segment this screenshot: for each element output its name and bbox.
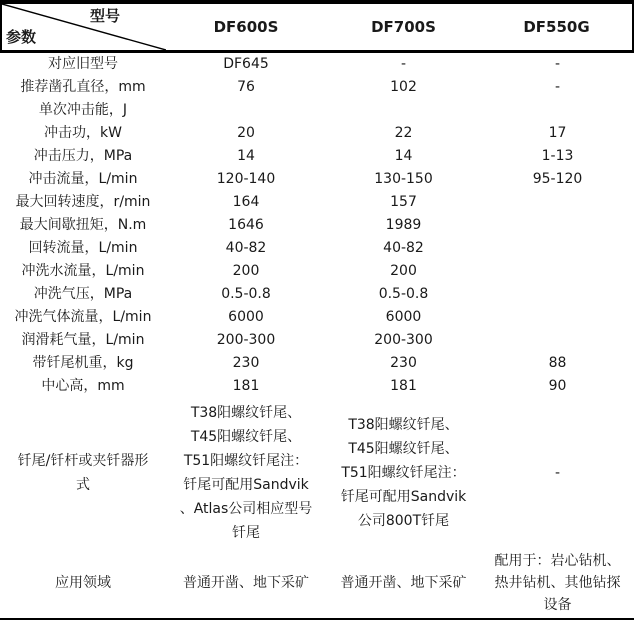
param-label: 推荐凿孔直径，mm — [20, 79, 146, 95]
value-cell: 1646 — [228, 217, 264, 233]
table-row — [0, 145, 634, 168]
value-cell: - — [400, 56, 407, 72]
value-cell — [481, 306, 634, 329]
value-cell — [481, 191, 634, 214]
value-cell — [166, 99, 326, 122]
table-header-row — [0, 4, 634, 53]
value-cell: 76 — [237, 79, 255, 95]
value-cell: 200 — [232, 263, 260, 279]
value-cell: 6000 — [385, 309, 422, 325]
value-cell — [481, 99, 634, 122]
value-cell: - — [554, 79, 561, 95]
value-cell: 22 — [394, 125, 413, 141]
value-cell: 88 — [548, 355, 567, 371]
value-cell: 0.5-0.8 — [221, 286, 271, 302]
corner-label-model: 型号 — [90, 7, 121, 25]
column-header-df700s: DF700S — [371, 18, 436, 36]
param-label: 冲击流量，L/min — [28, 171, 138, 187]
param-label: 最大回转速度，r/min — [15, 194, 151, 210]
value-cell: 157 — [390, 194, 417, 210]
value-cell: 40-82 — [225, 240, 267, 256]
value-cell: 200-300 — [216, 332, 276, 348]
table-row — [0, 260, 634, 283]
value-cell: - — [554, 465, 561, 481]
value-cell: 230 — [232, 355, 260, 371]
table-body — [0, 53, 634, 618]
value-cell: 200 — [390, 263, 417, 279]
value-cell: 40-82 — [383, 240, 424, 256]
value-cell: DF645 — [223, 56, 269, 72]
corner-label-parameter: 参数 — [6, 28, 37, 46]
value-cell: 17 — [548, 125, 567, 141]
table-row — [0, 122, 634, 145]
table-row — [0, 76, 634, 99]
param-label: 冲洗气体流量，L/min — [14, 309, 152, 325]
table-row — [0, 168, 634, 191]
value-cell — [326, 99, 481, 122]
param-label: 冲洗气压，MPa — [33, 286, 133, 302]
table-row — [0, 237, 634, 260]
table-row — [0, 329, 634, 352]
param-label: 冲击功，kW — [44, 125, 122, 141]
value-cell: 14 — [394, 148, 413, 164]
table-row — [0, 398, 634, 548]
param-label: 单次冲击能，J — [38, 102, 128, 118]
value-cell: 181 — [232, 378, 260, 394]
table-row — [0, 375, 634, 398]
param-label: 冲击压力，MPa — [33, 148, 133, 164]
value-cell: 1-13 — [541, 148, 574, 164]
table-row — [0, 352, 634, 375]
value-cell: 6000 — [228, 309, 264, 325]
value-cell — [481, 329, 634, 352]
column-header-df600s: DF600S — [213, 18, 279, 36]
value-cell: 14 — [237, 148, 255, 164]
value-cell: 1989 — [385, 217, 422, 233]
table-row — [0, 53, 634, 76]
column-header-df550g: DF550G — [523, 18, 590, 36]
value-cell: 0.5-0.8 — [378, 286, 429, 302]
param-label: 润滑耗气量，L/min — [21, 332, 145, 348]
value-cell: 164 — [232, 194, 260, 210]
corner-cell — [2, 4, 166, 50]
param-label: 对应旧型号 — [48, 56, 118, 72]
param-label: 钎尾/钎杆或夹钎器形 式 — [17, 453, 149, 493]
param-label: 回转流量，L/min — [28, 240, 138, 256]
param-label: 带钎尾机重，kg — [32, 355, 134, 371]
value-cell: 102 — [390, 79, 417, 95]
value-cell — [481, 283, 634, 306]
value-cell: 181 — [390, 378, 417, 394]
table-row — [0, 283, 634, 306]
value-cell: 120-140 — [216, 171, 276, 187]
value-cell: 130-150 — [374, 171, 433, 187]
value-cell: 90 — [548, 378, 567, 394]
value-cell: 普通开凿、地下采矿 — [183, 575, 309, 591]
value-cell: 配用于：岩心钻机、 热井钻机、其他钻探 设备 — [494, 553, 621, 613]
param-label: 应用领域 — [55, 575, 111, 591]
table-row — [0, 99, 634, 122]
value-cell: T38阳螺纹钎尾、 T45阳螺纹钎尾、 T51阳螺纹钎尾注： 钎尾可配用Sandvik 公司800T钎尾 — [340, 417, 467, 529]
param-label: 中心高，mm — [41, 378, 125, 394]
table-row — [0, 548, 634, 618]
value-cell: 95-120 — [532, 171, 583, 187]
value-cell: 230 — [390, 355, 417, 371]
value-cell: - — [554, 56, 561, 72]
value-cell: 20 — [237, 125, 255, 141]
value-cell: 200-300 — [374, 332, 433, 348]
value-cell — [481, 214, 634, 237]
value-cell: T38阳螺纹钎尾、 T45阳螺纹钎尾、 T51阳螺纹钎尾注： 钎尾可配用Sandvik 、Atlas公司相应型号 钎尾 — [179, 405, 313, 541]
value-cell — [481, 260, 634, 283]
table-row — [0, 214, 634, 237]
table-row — [0, 191, 634, 214]
param-label: 最大间歇扭矩，N.m — [19, 217, 147, 233]
value-cell: 普通开凿、地下采矿 — [340, 575, 467, 591]
table-row — [0, 306, 634, 329]
value-cell — [481, 237, 634, 260]
param-label: 冲洗水流量，L/min — [21, 263, 145, 279]
